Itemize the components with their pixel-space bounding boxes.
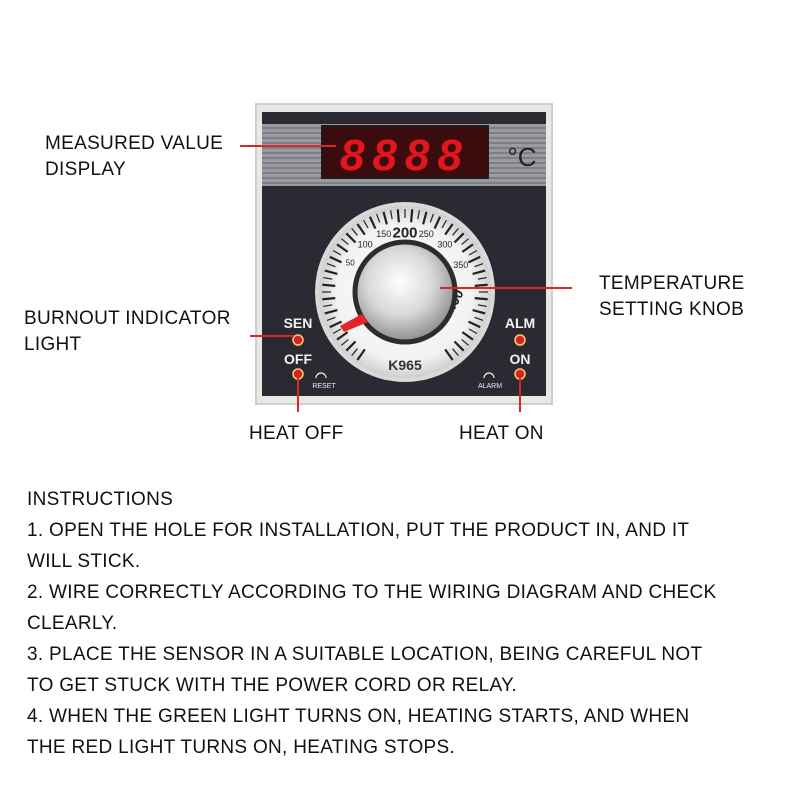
- dial-scale-label: 100: [357, 239, 373, 250]
- dial-scale-label: 150: [376, 228, 392, 239]
- callout-text: HEAT ON: [459, 423, 544, 444]
- instruction-line: 1. OPEN THE HOLE FOR INSTALLATION, PUT THE PRODUCT IN, AND IT: [27, 520, 690, 541]
- alm-label: ALM: [504, 315, 536, 331]
- dial-tick: [322, 298, 335, 299]
- instruction-line: THE RED LIGHT TURNS ON, HEATING STOPS.: [27, 737, 456, 758]
- instructions-block: [27, 484, 787, 763]
- off-label: OFF: [284, 351, 312, 367]
- callout-heat-on: [459, 421, 544, 447]
- dial-scale-label: 300: [437, 239, 453, 250]
- dial-scale-label: 50: [345, 258, 355, 268]
- callout-heat-off: [249, 421, 344, 447]
- dial-tick: [475, 298, 488, 299]
- callout-text: LIGHT: [24, 334, 82, 355]
- instruction-line: WILL STICK.: [27, 551, 141, 572]
- callout-text: DISPLAY: [45, 159, 126, 180]
- unit-label: °C: [507, 142, 537, 172]
- callout-measured-value-display: [45, 131, 223, 183]
- callout-temperature-setting-knob: [599, 271, 744, 323]
- model-label: K965: [388, 357, 422, 373]
- callout-text: BURNOUT INDICATOR: [24, 308, 231, 329]
- dial-scale-label: 250: [418, 228, 434, 239]
- dial-scale-label: 350: [453, 259, 469, 270]
- instruction-line: 4. WHEN THE GREEN LIGHT TURNS ON, HEATING STARTS, AND WHEN: [27, 706, 690, 727]
- off-indicator-light: [293, 369, 303, 379]
- sen-indicator-light: [293, 335, 303, 345]
- dial-tick: [398, 209, 399, 222]
- instruction-line: CLEARLY.: [27, 613, 118, 634]
- callout-text: HEAT OFF: [249, 423, 344, 444]
- callout-text: SETTING KNOB: [599, 299, 745, 320]
- instruction-line: TO GET STUCK WITH THE POWER CORD OR RELAY.: [27, 675, 518, 696]
- dial-scale-label: 200: [392, 224, 418, 242]
- dial-tick: [322, 285, 335, 286]
- led-display-value: 8888: [340, 131, 470, 180]
- instruction-line: 2. WIRE CORRECTLY ACCORDING TO THE WIRING DIAGRAM AND CHECK: [27, 582, 717, 603]
- instruction-line: 3. PLACE THE SENSOR IN A SUITABLE LOCATION, BEING CAREFUL NOT: [27, 644, 703, 665]
- dial-tick: [475, 285, 488, 286]
- dial-tick: [411, 209, 412, 222]
- callout-text: TEMPERATURE: [599, 273, 745, 294]
- callout-burnout-indicator-light: [24, 306, 231, 358]
- alarm-label: ALARM: [477, 383, 503, 390]
- alm-indicator-light: [515, 335, 525, 345]
- instructions-title: INSTRUCTIONS: [27, 489, 174, 510]
- callout-text: MEASURED VALUE: [45, 133, 224, 154]
- on-indicator-light: [515, 369, 525, 379]
- temperature-knob[interactable]: [355, 239, 455, 342]
- reset-label: RESET: [312, 383, 336, 390]
- on-label: ON: [509, 351, 531, 367]
- sen-label: SEN: [283, 315, 313, 331]
